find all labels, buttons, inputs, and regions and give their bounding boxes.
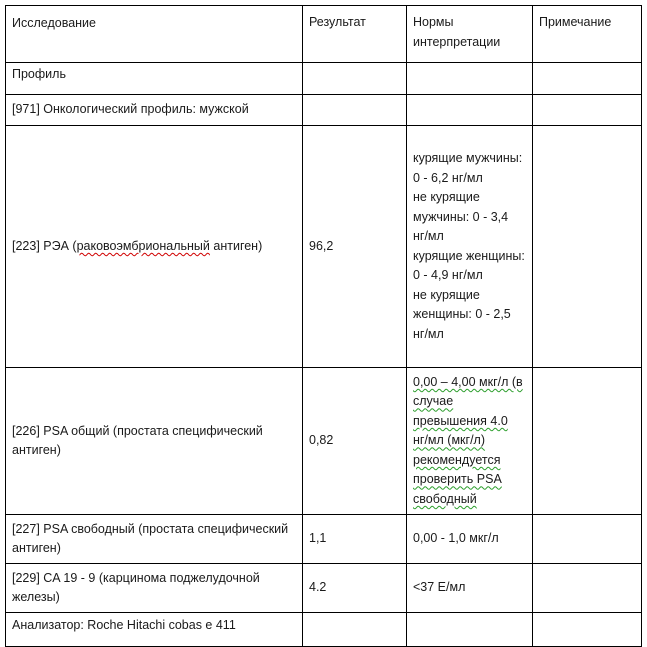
- norms-psa-total: [407, 368, 533, 515]
- header-norms: Нормы интерпретации: [407, 6, 533, 63]
- test-name-cea: [6, 126, 303, 368]
- onco-profile-label: [971] Онкологический профиль: мужской: [6, 95, 303, 126]
- norm-line: не курящие женщины: 0 - 2,5 нг/мл: [413, 287, 511, 341]
- table-row: [6, 95, 642, 126]
- test-name-cea-prefix: [223] РЭА (: [12, 238, 77, 253]
- table-row: [6, 613, 642, 647]
- result-ca19-9: 4.2: [303, 564, 407, 613]
- empty-cell: [407, 63, 533, 95]
- note-psa-total: [533, 368, 642, 515]
- table-row: [6, 368, 642, 515]
- empty-cell: [533, 95, 642, 126]
- test-name-cea-suffix: антиген): [209, 238, 263, 253]
- norms-psa-total-text: 0,00 – 4,00 мкг/л (в случае превышения 4.0 нг/мл (мкг/л) рекомендуется проверить PSA свободный: [413, 374, 523, 506]
- empty-cell: [533, 63, 642, 95]
- note-ca19-9: [533, 564, 642, 613]
- result-psa-total: 0,82: [303, 368, 407, 515]
- norms-cea: [407, 126, 533, 368]
- lab-results-table: [5, 5, 642, 647]
- result-cea: 96,2: [303, 126, 407, 368]
- empty-cell: [303, 613, 407, 647]
- empty-cell: [407, 95, 533, 126]
- norm-line: курящие мужчины: 0 - 6,2 нг/мл: [413, 151, 523, 185]
- note-cea: [533, 126, 642, 368]
- norms-ca19-9: <37 Е/мл: [407, 564, 533, 613]
- analyzer-label: Анализатор: Roche Hitachi cobas e 411: [6, 613, 303, 647]
- table-row: [6, 515, 642, 564]
- empty-cell: [533, 613, 642, 647]
- header-result: Результат: [303, 6, 407, 63]
- header-test: Исследование: [6, 6, 303, 63]
- norms-psa-free: 0,00 - 1,0 мкг/л: [407, 515, 533, 564]
- test-name-psa-total: [226] PSA общий (простата специфический антиген): [6, 368, 303, 515]
- note-psa-free: [533, 515, 642, 564]
- norm-line: курящие женщины: 0 - 4,9 нг/мл: [413, 248, 525, 282]
- test-name-cea-underlined: раковоэмбриональный: [76, 238, 210, 253]
- profile-label: Профиль: [6, 63, 303, 95]
- norm-line: не курящие мужчины: 0 - 3,4 нг/мл: [413, 190, 509, 243]
- empty-cell: [407, 613, 533, 647]
- test-name-psa-free: [227] PSA свободный (простата специфический антиген): [6, 515, 303, 564]
- result-psa-free: 1,1: [303, 515, 407, 564]
- header-note: Примечание: [533, 6, 642, 63]
- table-header-row: [6, 6, 642, 63]
- empty-cell: [303, 95, 407, 126]
- empty-cell: [303, 63, 407, 95]
- table-row: [6, 126, 642, 368]
- table-row: [6, 63, 642, 95]
- test-name-ca19-9: [229] CA 19 - 9 (карцинома поджелудочной железы): [6, 564, 303, 613]
- table-row: [6, 564, 642, 613]
